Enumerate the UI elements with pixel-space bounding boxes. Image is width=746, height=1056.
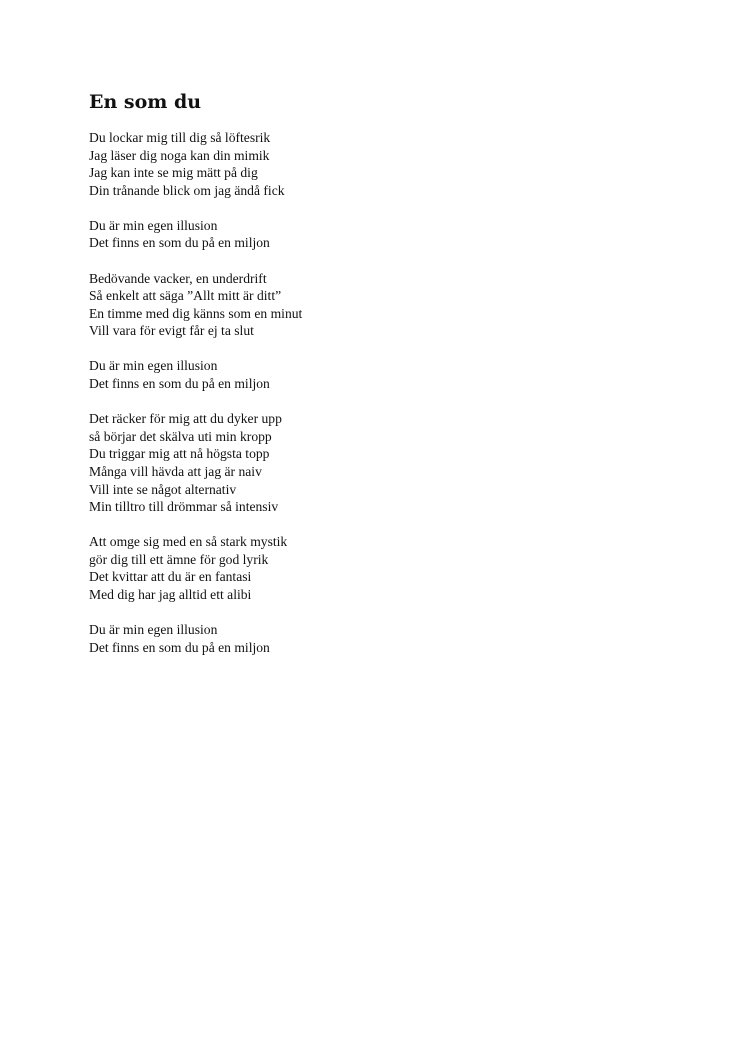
poem-line: Vill vara för evigt får ej ta slut xyxy=(89,323,254,339)
poem-line: Så enkelt att säga ”Allt mitt är ditt” xyxy=(89,288,282,304)
stanza xyxy=(89,270,689,340)
poem-line: Jag läser dig noga kan din mimik xyxy=(89,147,270,163)
poem-line: Det finns en som du på en miljon xyxy=(89,235,270,251)
poem-line: Det finns en som du på en miljon xyxy=(89,639,270,655)
stanza xyxy=(89,533,689,603)
poem-line: Med dig har jag alltid ett alibi xyxy=(89,586,252,602)
poem-line: Det finns en som du på en miljon xyxy=(89,376,270,392)
refrain xyxy=(89,621,689,656)
poem-line: Jag kan inte se mig mätt på dig xyxy=(89,165,258,181)
poem-line: Många vill hävda att jag är naiv xyxy=(89,463,262,479)
poem-line: Du är min egen illusion xyxy=(89,622,218,638)
refrain xyxy=(89,357,689,392)
poem-line: Det räcker för mig att du dyker upp xyxy=(89,411,282,427)
poem-line: så börjar det skälva uti min kropp xyxy=(89,428,272,444)
poem-line: Du lockar mig till dig så löftesrik xyxy=(89,130,271,145)
poem-line: Det kvittar att du är en fantasi xyxy=(89,569,252,585)
poem-line: Du är min egen illusion xyxy=(89,358,218,374)
poem-line: Du är min egen illusion xyxy=(89,217,218,233)
poem-line: En timme med dig känns som en minut xyxy=(89,305,303,321)
poem-line: Bedövande vacker, en underdrift xyxy=(89,270,267,286)
poem-line: gör dig till ett ämne för god lyrik xyxy=(89,551,269,567)
stanza xyxy=(89,410,689,516)
poem-line: Vill inte se något alternativ xyxy=(89,481,237,497)
refrain xyxy=(89,217,689,252)
poem-line: Du triggar mig att nå högsta topp xyxy=(89,446,270,462)
poem-line: Att omge sig med en så stark mystik xyxy=(89,534,288,550)
poem-line: Din trånande blick om jag ändå fick xyxy=(89,182,285,198)
poem-title: En som du xyxy=(89,91,202,113)
poem-body xyxy=(89,88,689,674)
poem-line: Min tilltro till drömmar så intensiv xyxy=(89,499,279,515)
stanza xyxy=(89,129,689,199)
